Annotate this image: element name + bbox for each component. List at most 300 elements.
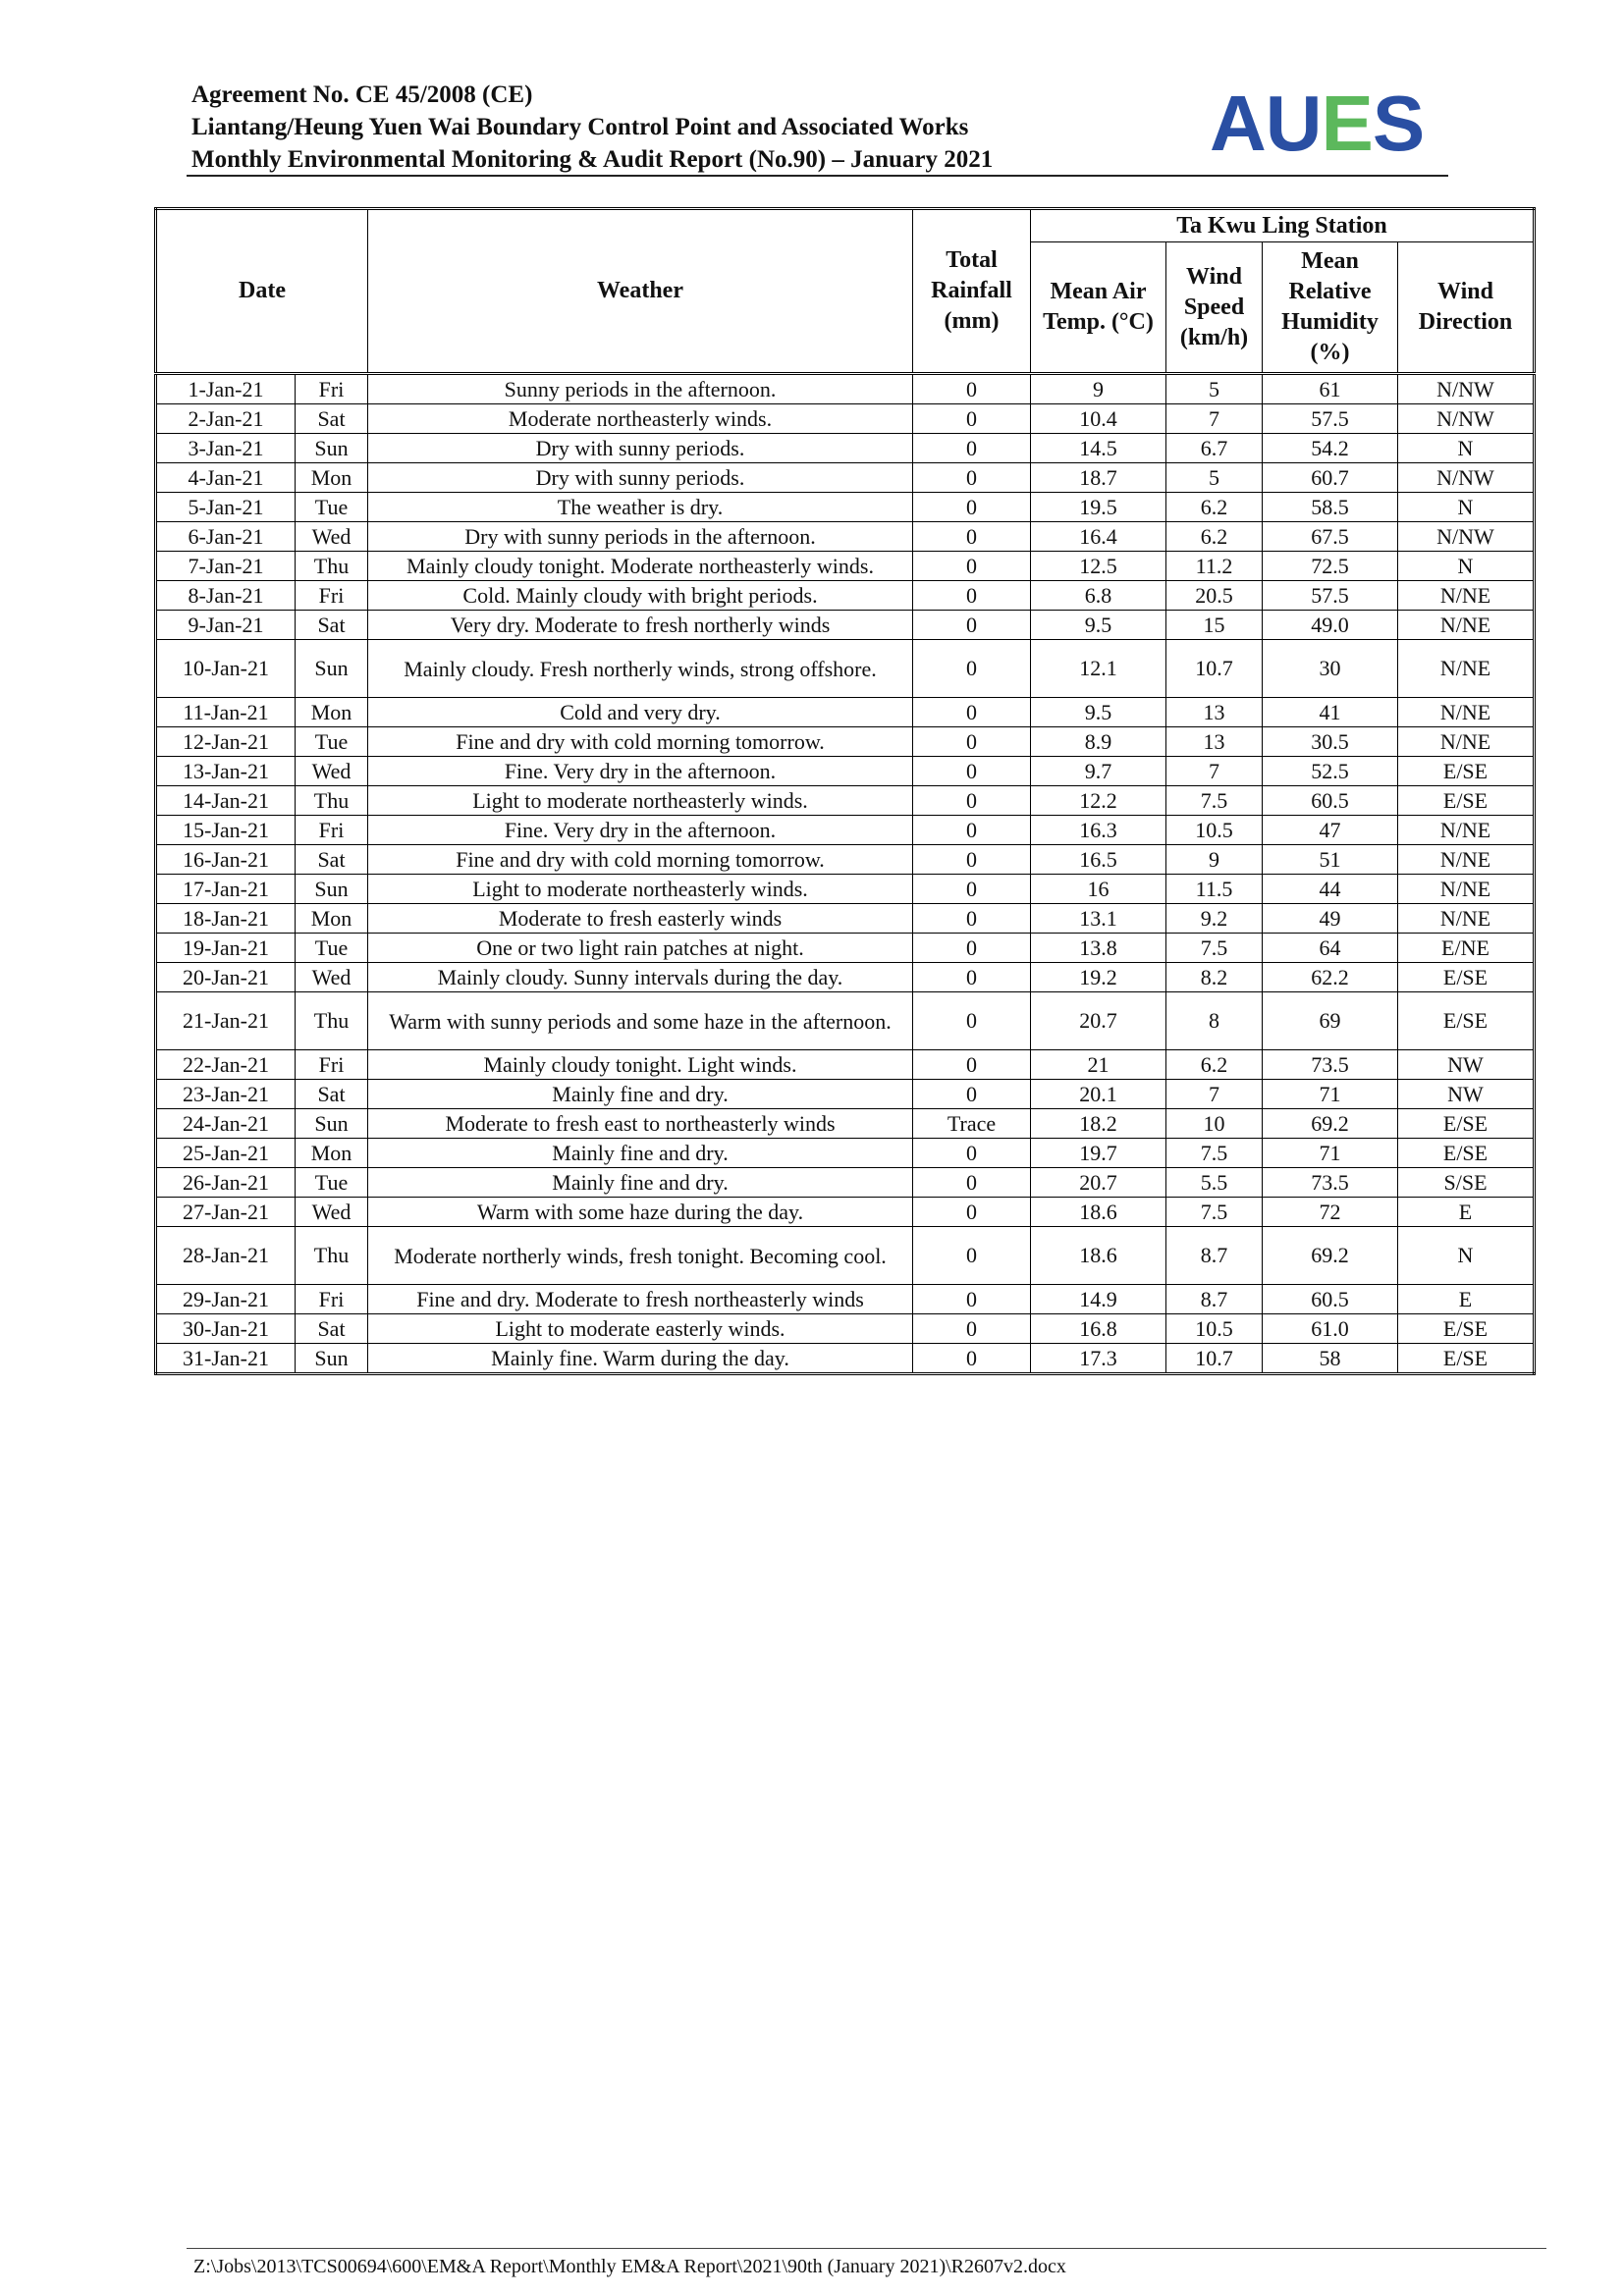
- cell-humidity: 69: [1263, 992, 1398, 1050]
- cell-date: 19-Jan-21: [156, 934, 296, 963]
- cell-date: 28-Jan-21: [156, 1227, 296, 1285]
- cell-wind-direction: N/NE: [1398, 611, 1535, 640]
- cell-rainfall: 0: [913, 404, 1031, 434]
- cell-humidity: 52.5: [1263, 757, 1398, 786]
- cell-temp: 16.4: [1031, 522, 1166, 552]
- table-row: [156, 1168, 1535, 1198]
- cell-wind-speed: 9: [1166, 845, 1263, 875]
- cell-day: Sun: [296, 640, 368, 698]
- table-row: [156, 1080, 1535, 1109]
- logo-text-s: S: [1372, 80, 1425, 167]
- cell-day: Sat: [296, 1080, 368, 1109]
- cell-wind-speed: 10.5: [1166, 1314, 1263, 1344]
- cell-wind-speed: 8: [1166, 992, 1263, 1050]
- cell-weather: Light to moderate northeasterly winds.: [368, 786, 913, 816]
- cell-day: Fri: [296, 1050, 368, 1080]
- header-weather: Weather: [368, 209, 913, 374]
- cell-date: 1-Jan-21: [156, 374, 296, 404]
- cell-humidity: 58.5: [1263, 493, 1398, 522]
- cell-wind-speed: 6.7: [1166, 434, 1263, 463]
- cell-rainfall: 0: [913, 875, 1031, 904]
- table-body: [156, 374, 1535, 1374]
- cell-rainfall: 0: [913, 493, 1031, 522]
- cell-weather: Dry with sunny periods.: [368, 463, 913, 493]
- cell-rainfall: 0: [913, 816, 1031, 845]
- cell-day: Fri: [296, 816, 368, 845]
- table-row: [156, 434, 1535, 463]
- cell-temp: 18.6: [1031, 1227, 1166, 1285]
- cell-wind-direction: N/NW: [1398, 463, 1535, 493]
- cell-temp: 9.7: [1031, 757, 1166, 786]
- logo-text-au: AU: [1210, 80, 1322, 167]
- table-header: [156, 209, 1535, 374]
- table-row: [156, 963, 1535, 992]
- cell-wind-direction: E/SE: [1398, 1314, 1535, 1344]
- cell-wind-speed: 8.2: [1166, 963, 1263, 992]
- cell-rainfall: 0: [913, 1080, 1031, 1109]
- cell-wind-speed: 5: [1166, 374, 1263, 404]
- cell-weather: Fine. Very dry in the afternoon.: [368, 757, 913, 786]
- cell-wind-direction: N/NE: [1398, 698, 1535, 727]
- table-row: [156, 1227, 1535, 1285]
- cell-date: 17-Jan-21: [156, 875, 296, 904]
- cell-weather: Warm with sunny periods and some haze in the afternoon.: [368, 992, 913, 1050]
- cell-day: Mon: [296, 1139, 368, 1168]
- cell-day: Fri: [296, 581, 368, 611]
- cell-rainfall: 0: [913, 904, 1031, 934]
- cell-date: 9-Jan-21: [156, 611, 296, 640]
- cell-wind-speed: 7.5: [1166, 786, 1263, 816]
- header-humidity: Mean Relative Humidity (%): [1263, 242, 1398, 374]
- cell-humidity: 61.0: [1263, 1314, 1398, 1344]
- cell-weather: Moderate to fresh easterly winds: [368, 904, 913, 934]
- table-row: [156, 992, 1535, 1050]
- cell-temp: 17.3: [1031, 1344, 1166, 1374]
- cell-day: Thu: [296, 1227, 368, 1285]
- cell-weather: Light to moderate northeasterly winds.: [368, 875, 913, 904]
- cell-humidity: 49: [1263, 904, 1398, 934]
- cell-weather: Mainly cloudy tonight. Light winds.: [368, 1050, 913, 1080]
- table-row: [156, 757, 1535, 786]
- cell-date: 21-Jan-21: [156, 992, 296, 1050]
- cell-wind-direction: N/NE: [1398, 640, 1535, 698]
- cell-wind-speed: 11.2: [1166, 552, 1263, 581]
- cell-wind-speed: 7: [1166, 757, 1263, 786]
- cell-wind-speed: 7.5: [1166, 1139, 1263, 1168]
- cell-wind-speed: 7.5: [1166, 934, 1263, 963]
- project-title: Liantang/Heung Yuen Wai Boundary Control Point and Associated Works: [191, 114, 969, 140]
- cell-temp: 9.5: [1031, 611, 1166, 640]
- cell-humidity: 62.2: [1263, 963, 1398, 992]
- cell-wind-direction: E/SE: [1398, 786, 1535, 816]
- cell-rainfall: 0: [913, 552, 1031, 581]
- cell-rainfall: 0: [913, 992, 1031, 1050]
- cell-weather: Mainly fine and dry.: [368, 1080, 913, 1109]
- cell-rainfall: Trace: [913, 1109, 1031, 1139]
- table-row: [156, 698, 1535, 727]
- cell-wind-speed: 10.7: [1166, 1344, 1263, 1374]
- cell-date: 16-Jan-21: [156, 845, 296, 875]
- cell-wind-direction: N/NE: [1398, 845, 1535, 875]
- cell-temp: 18.6: [1031, 1198, 1166, 1227]
- cell-date: 18-Jan-21: [156, 904, 296, 934]
- cell-day: Wed: [296, 963, 368, 992]
- cell-temp: 14.9: [1031, 1285, 1166, 1314]
- cell-rainfall: 0: [913, 727, 1031, 757]
- table-row: [156, 1285, 1535, 1314]
- cell-rainfall: 0: [913, 845, 1031, 875]
- cell-rainfall: 0: [913, 611, 1031, 640]
- cell-day: Sun: [296, 875, 368, 904]
- cell-day: Sat: [296, 611, 368, 640]
- cell-weather: Fine. Very dry in the afternoon.: [368, 816, 913, 845]
- cell-wind-direction: N: [1398, 1227, 1535, 1285]
- cell-date: 23-Jan-21: [156, 1080, 296, 1109]
- table-row: [156, 1314, 1535, 1344]
- cell-humidity: 60.7: [1263, 463, 1398, 493]
- cell-rainfall: 0: [913, 698, 1031, 727]
- cell-temp: 20.7: [1031, 1168, 1166, 1198]
- cell-rainfall: 0: [913, 374, 1031, 404]
- weather-table-container: [154, 207, 1536, 1375]
- cell-wind-speed: 13: [1166, 727, 1263, 757]
- cell-wind-direction: N/NE: [1398, 904, 1535, 934]
- cell-humidity: 61: [1263, 374, 1398, 404]
- cell-humidity: 57.5: [1263, 404, 1398, 434]
- cell-wind-direction: E: [1398, 1198, 1535, 1227]
- cell-wind-speed: 7.5: [1166, 1198, 1263, 1227]
- cell-weather: Dry with sunny periods.: [368, 434, 913, 463]
- cell-day: Thu: [296, 786, 368, 816]
- header-rainfall: Total Rainfall (mm): [913, 209, 1031, 374]
- cell-weather: The weather is dry.: [368, 493, 913, 522]
- table-row: [156, 875, 1535, 904]
- cell-weather: Mainly fine and dry.: [368, 1139, 913, 1168]
- cell-temp: 6.8: [1031, 581, 1166, 611]
- header-station: Ta Kwu Ling Station: [1031, 209, 1535, 242]
- cell-day: Sat: [296, 404, 368, 434]
- cell-weather: Fine and dry with cold morning tomorrow.: [368, 727, 913, 757]
- cell-wind-direction: NW: [1398, 1050, 1535, 1080]
- cell-weather: Mainly cloudy. Sunny intervals during the day.: [368, 963, 913, 992]
- cell-rainfall: 0: [913, 1198, 1031, 1227]
- cell-weather: Mainly cloudy tonight. Moderate northeasterly winds.: [368, 552, 913, 581]
- cell-rainfall: 0: [913, 934, 1031, 963]
- cell-rainfall: 0: [913, 522, 1031, 552]
- cell-day: Sun: [296, 1109, 368, 1139]
- cell-humidity: 73.5: [1263, 1050, 1398, 1080]
- cell-wind-speed: 15: [1166, 611, 1263, 640]
- cell-day: Sun: [296, 1344, 368, 1374]
- cell-humidity: 71: [1263, 1080, 1398, 1109]
- cell-temp: 12.2: [1031, 786, 1166, 816]
- cell-wind-direction: N/NW: [1398, 522, 1535, 552]
- cell-wind-speed: 8.7: [1166, 1227, 1263, 1285]
- cell-rainfall: 0: [913, 786, 1031, 816]
- cell-weather: Mainly fine and dry.: [368, 1168, 913, 1198]
- cell-wind-speed: 10.5: [1166, 816, 1263, 845]
- cell-humidity: 57.5: [1263, 581, 1398, 611]
- cell-temp: 21: [1031, 1050, 1166, 1080]
- cell-wind-direction: N/NE: [1398, 727, 1535, 757]
- table-row: [156, 904, 1535, 934]
- cell-day: Sun: [296, 434, 368, 463]
- cell-wind-direction: E: [1398, 1285, 1535, 1314]
- table-row: [156, 816, 1535, 845]
- cell-temp: 12.1: [1031, 640, 1166, 698]
- cell-date: 6-Jan-21: [156, 522, 296, 552]
- cell-date: 27-Jan-21: [156, 1198, 296, 1227]
- cell-rainfall: 0: [913, 1227, 1031, 1285]
- header-temp: Mean Air Temp. (°C): [1031, 242, 1166, 374]
- cell-humidity: 67.5: [1263, 522, 1398, 552]
- table-row: [156, 522, 1535, 552]
- cell-humidity: 72: [1263, 1198, 1398, 1227]
- cell-wind-direction: N/NW: [1398, 404, 1535, 434]
- table-row: [156, 581, 1535, 611]
- cell-wind-direction: N/NE: [1398, 581, 1535, 611]
- cell-temp: 13.1: [1031, 904, 1166, 934]
- table-row: [156, 1050, 1535, 1080]
- cell-date: 25-Jan-21: [156, 1139, 296, 1168]
- cell-date: 8-Jan-21: [156, 581, 296, 611]
- cell-wind-direction: E/SE: [1398, 757, 1535, 786]
- cell-temp: 16.8: [1031, 1314, 1166, 1344]
- table-row: [156, 1198, 1535, 1227]
- cell-wind-speed: 7: [1166, 404, 1263, 434]
- table-row: [156, 552, 1535, 581]
- cell-date: 11-Jan-21: [156, 698, 296, 727]
- agreement-number: Agreement No. CE 45/2008 (CE): [191, 81, 533, 108]
- cell-wind-direction: N/NE: [1398, 875, 1535, 904]
- cell-wind-speed: 20.5: [1166, 581, 1263, 611]
- cell-rainfall: 0: [913, 463, 1031, 493]
- table-row: [156, 640, 1535, 698]
- table-row: [156, 845, 1535, 875]
- cell-wind-speed: 6.2: [1166, 1050, 1263, 1080]
- cell-weather: Warm with some haze during the day.: [368, 1198, 913, 1227]
- cell-wind-direction: NW: [1398, 1080, 1535, 1109]
- cell-date: 31-Jan-21: [156, 1344, 296, 1374]
- cell-date: 5-Jan-21: [156, 493, 296, 522]
- cell-wind-direction: E/SE: [1398, 1344, 1535, 1374]
- cell-day: Fri: [296, 1285, 368, 1314]
- table-row: [156, 611, 1535, 640]
- cell-day: Mon: [296, 698, 368, 727]
- cell-day: Thu: [296, 992, 368, 1050]
- cell-date: 22-Jan-21: [156, 1050, 296, 1080]
- cell-weather: Moderate to fresh east to northeasterly winds: [368, 1109, 913, 1139]
- cell-day: Tue: [296, 493, 368, 522]
- cell-temp: 13.8: [1031, 934, 1166, 963]
- cell-humidity: 69.2: [1263, 1227, 1398, 1285]
- cell-temp: 20.1: [1031, 1080, 1166, 1109]
- cell-humidity: 60.5: [1263, 1285, 1398, 1314]
- cell-wind-direction: E/NE: [1398, 934, 1535, 963]
- cell-day: Sat: [296, 845, 368, 875]
- cell-day: Tue: [296, 727, 368, 757]
- cell-temp: 16.5: [1031, 845, 1166, 875]
- cell-wind-direction: E/SE: [1398, 1139, 1535, 1168]
- cell-rainfall: 0: [913, 434, 1031, 463]
- cell-date: 3-Jan-21: [156, 434, 296, 463]
- cell-date: 15-Jan-21: [156, 816, 296, 845]
- cell-temp: 8.9: [1031, 727, 1166, 757]
- table-row: [156, 404, 1535, 434]
- table-row: [156, 493, 1535, 522]
- cell-wind-direction: N/NE: [1398, 816, 1535, 845]
- cell-temp: 18.7: [1031, 463, 1166, 493]
- weather-table: [154, 207, 1536, 1375]
- cell-humidity: 47: [1263, 816, 1398, 845]
- cell-weather: One or two light rain patches at night.: [368, 934, 913, 963]
- cell-weather: Moderate northerly winds, fresh tonight. Becoming cool.: [368, 1227, 913, 1285]
- cell-date: 26-Jan-21: [156, 1168, 296, 1198]
- cell-weather: Fine and dry. Moderate to fresh northeasterly winds: [368, 1285, 913, 1314]
- report-title: Monthly Environmental Monitoring & Audit Report (No.90) – January 2021: [191, 146, 994, 173]
- cell-humidity: 49.0: [1263, 611, 1398, 640]
- cell-rainfall: 0: [913, 1139, 1031, 1168]
- cell-rainfall: 0: [913, 1050, 1031, 1080]
- cell-date: 29-Jan-21: [156, 1285, 296, 1314]
- cell-wind-direction: S/SE: [1398, 1168, 1535, 1198]
- cell-humidity: 54.2: [1263, 434, 1398, 463]
- cell-day: Wed: [296, 1198, 368, 1227]
- cell-temp: 19.5: [1031, 493, 1166, 522]
- cell-date: 24-Jan-21: [156, 1109, 296, 1139]
- cell-wind-speed: 8.7: [1166, 1285, 1263, 1314]
- cell-day: Thu: [296, 552, 368, 581]
- header-date: Date: [156, 209, 368, 374]
- cell-wind-speed: 10: [1166, 1109, 1263, 1139]
- cell-day: Wed: [296, 757, 368, 786]
- logo-text-e: E: [1321, 80, 1373, 167]
- cell-humidity: 71: [1263, 1139, 1398, 1168]
- cell-wind-direction: N/NW: [1398, 374, 1535, 404]
- cell-weather: Cold. Mainly cloudy with bright periods.: [368, 581, 913, 611]
- table-row: [156, 374, 1535, 404]
- cell-rainfall: 0: [913, 757, 1031, 786]
- cell-wind-speed: 13: [1166, 698, 1263, 727]
- cell-weather: Sunny periods in the afternoon.: [368, 374, 913, 404]
- cell-weather: Mainly cloudy. Fresh northerly winds, strong offshore.: [368, 640, 913, 698]
- cell-rainfall: 0: [913, 581, 1031, 611]
- cell-date: 4-Jan-21: [156, 463, 296, 493]
- cell-wind-speed: 7: [1166, 1080, 1263, 1109]
- cell-wind-direction: E/SE: [1398, 963, 1535, 992]
- cell-weather: Dry with sunny periods in the afternoon.: [368, 522, 913, 552]
- cell-wind-speed: 5: [1166, 463, 1263, 493]
- cell-humidity: 51: [1263, 845, 1398, 875]
- cell-temp: 14.5: [1031, 434, 1166, 463]
- cell-day: Wed: [296, 522, 368, 552]
- cell-day: Tue: [296, 934, 368, 963]
- cell-date: 30-Jan-21: [156, 1314, 296, 1344]
- footer-file-path: Z:\Jobs\2013\TCS00694\600\EM&A Report\Monthly EM&A Report\2021\90th (January 2021)\R2607v2.docx: [193, 2256, 1066, 2277]
- cell-rainfall: 0: [913, 1285, 1031, 1314]
- table-row: [156, 727, 1535, 757]
- cell-wind-speed: 6.2: [1166, 522, 1263, 552]
- table-row: [156, 1139, 1535, 1168]
- cell-humidity: 72.5: [1263, 552, 1398, 581]
- cell-wind-direction: E/SE: [1398, 992, 1535, 1050]
- cell-humidity: 41: [1263, 698, 1398, 727]
- cell-temp: 16.3: [1031, 816, 1166, 845]
- table-row: [156, 1109, 1535, 1139]
- aues-logo: [1210, 80, 1425, 167]
- cell-weather: Mainly fine. Warm during the day.: [368, 1344, 913, 1374]
- cell-day: Sat: [296, 1314, 368, 1344]
- cell-temp: 10.4: [1031, 404, 1166, 434]
- cell-temp: 19.2: [1031, 963, 1166, 992]
- cell-humidity: 60.5: [1263, 786, 1398, 816]
- table-row: [156, 463, 1535, 493]
- cell-temp: 9: [1031, 374, 1166, 404]
- cell-humidity: 44: [1263, 875, 1398, 904]
- cell-date: 12-Jan-21: [156, 727, 296, 757]
- cell-weather: Very dry. Moderate to fresh northerly winds: [368, 611, 913, 640]
- cell-wind-speed: 6.2: [1166, 493, 1263, 522]
- cell-temp: 9.5: [1031, 698, 1166, 727]
- cell-humidity: 64: [1263, 934, 1398, 963]
- cell-date: 14-Jan-21: [156, 786, 296, 816]
- cell-rainfall: 0: [913, 1168, 1031, 1198]
- table-row: [156, 786, 1535, 816]
- cell-temp: 20.7: [1031, 992, 1166, 1050]
- cell-weather: Light to moderate easterly winds.: [368, 1314, 913, 1344]
- cell-wind-speed: 10.7: [1166, 640, 1263, 698]
- cell-temp: 19.7: [1031, 1139, 1166, 1168]
- cell-wind-speed: 5.5: [1166, 1168, 1263, 1198]
- cell-wind-direction: N: [1398, 552, 1535, 581]
- cell-rainfall: 0: [913, 1314, 1031, 1344]
- cell-temp: 12.5: [1031, 552, 1166, 581]
- cell-humidity: 73.5: [1263, 1168, 1398, 1198]
- footer-divider: [187, 2248, 1546, 2249]
- cell-day: Tue: [296, 1168, 368, 1198]
- cell-rainfall: 0: [913, 963, 1031, 992]
- cell-temp: 16: [1031, 875, 1166, 904]
- cell-day: Mon: [296, 463, 368, 493]
- cell-date: 10-Jan-21: [156, 640, 296, 698]
- header-wind-speed: Wind Speed (km/h): [1166, 242, 1263, 374]
- table-row: [156, 934, 1535, 963]
- cell-humidity: 69.2: [1263, 1109, 1398, 1139]
- header-wind-direction: Wind Direction: [1398, 242, 1535, 374]
- cell-date: 13-Jan-21: [156, 757, 296, 786]
- cell-humidity: 30.5: [1263, 727, 1398, 757]
- cell-temp: 18.2: [1031, 1109, 1166, 1139]
- cell-wind-speed: 11.5: [1166, 875, 1263, 904]
- cell-day: Fri: [296, 374, 368, 404]
- cell-humidity: 30: [1263, 640, 1398, 698]
- header-divider: [187, 175, 1448, 177]
- cell-wind-direction: N: [1398, 434, 1535, 463]
- cell-weather: Moderate northeasterly winds.: [368, 404, 913, 434]
- cell-date: 2-Jan-21: [156, 404, 296, 434]
- cell-day: Mon: [296, 904, 368, 934]
- cell-rainfall: 0: [913, 1344, 1031, 1374]
- cell-weather: Fine and dry with cold morning tomorrow.: [368, 845, 913, 875]
- cell-date: 20-Jan-21: [156, 963, 296, 992]
- cell-wind-direction: E/SE: [1398, 1109, 1535, 1139]
- cell-weather: Cold and very dry.: [368, 698, 913, 727]
- cell-date: 7-Jan-21: [156, 552, 296, 581]
- cell-humidity: 58: [1263, 1344, 1398, 1374]
- cell-rainfall: 0: [913, 640, 1031, 698]
- table-row: [156, 1344, 1535, 1374]
- cell-wind-speed: 9.2: [1166, 904, 1263, 934]
